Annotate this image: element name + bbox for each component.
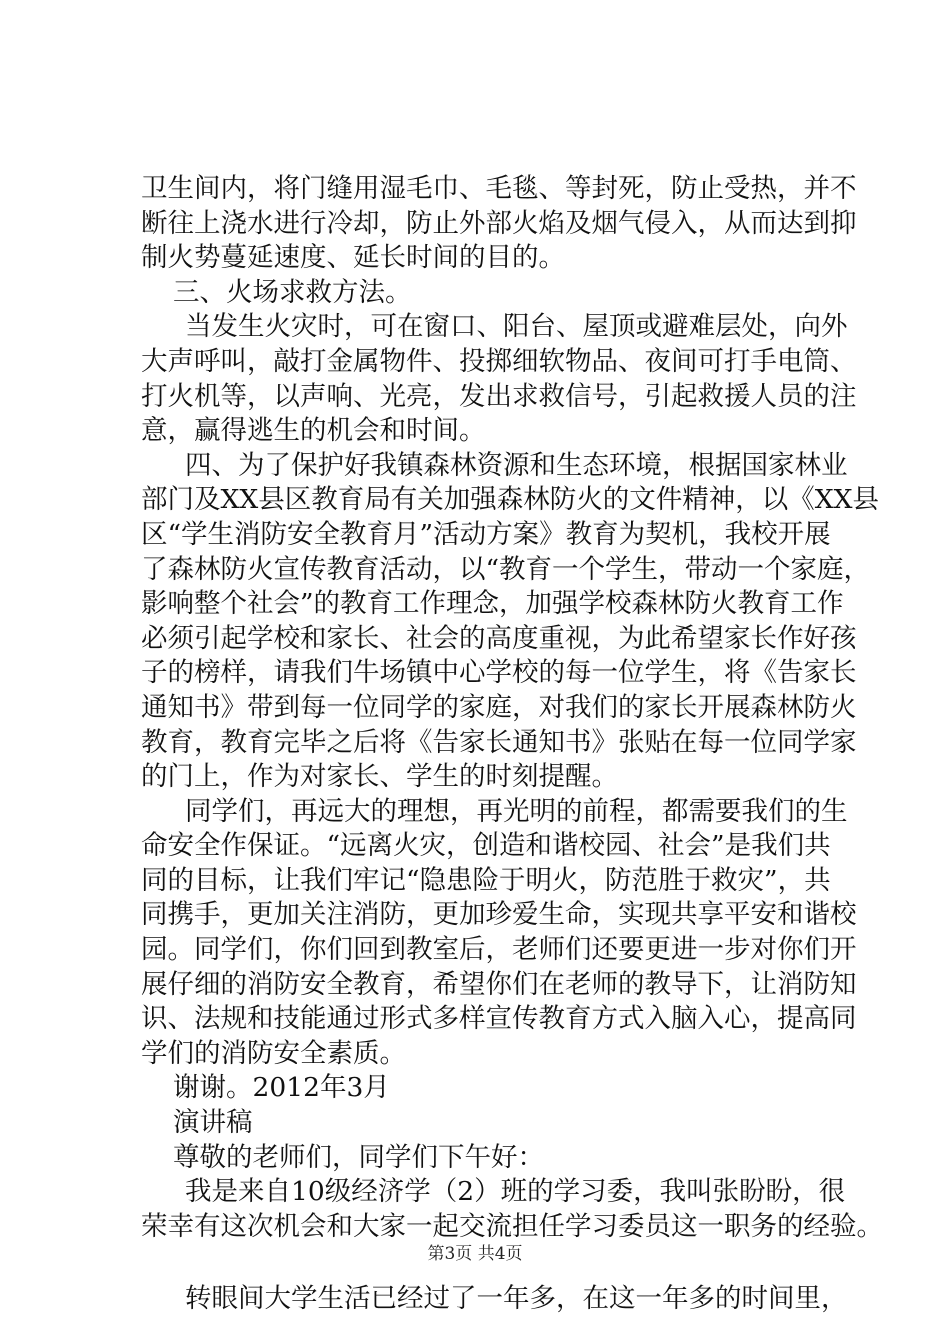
body-text <box>141 172 883 1317</box>
text-line: 卫生间内，将门缝用湿毛巾、毛毯、等封死，防止受热，并不 <box>141 173 857 204</box>
text-line: 转眼间大学生活已经过了一年多，在这一年多的时间里， <box>185 1283 848 1315</box>
text-line: 学们的消防安全素质。 <box>141 1037 406 1069</box>
section-heading: 四、为了保护好我镇森林资源和生态环境，根据国家林业 <box>185 449 848 481</box>
text-line: 同携手，更加关注消防，更加珍爱生命，实现共享平安和谐校 <box>141 899 857 931</box>
text-line: 了森林防火宣传教育活动，以“教育一个学生，带动一个家庭， <box>141 553 871 585</box>
text-line: 同的目标，让我们牢记“隐患险于明火，防范胜于救灾”，共 <box>141 864 831 896</box>
text-line: 必须引起学校和家长、社会的高度重视，为此希望家长作好孩 <box>141 622 857 654</box>
text-line: 影响整个社会”的教育工作理念，加强学校森林防火教育工作 <box>141 588 844 620</box>
text-line: 意，赢得逃生的机会和时间。 <box>141 415 486 447</box>
text-line: 园。同学们，你们回到教室后，老师们还要更进一步对你们开 <box>141 934 857 966</box>
text-line: 制火势蔓延速度、延长时间的目的。 <box>141 242 565 274</box>
text-line: 打火机等，以声响、光亮，发出求救信号，引起救援人员的注 <box>141 380 857 412</box>
text-line: 同学们，再远大的理想，再光明的前程，都需要我们的生 <box>185 795 848 827</box>
text-line: 当发生火灾时，可在窗口、阳台、屋顶或避难层处，向外 <box>185 311 848 343</box>
text-line: 识、法规和技能通过形式多样宣传教育方式入脑入心，提高同 <box>141 1003 857 1035</box>
text-line: 区“学生消防安全教育月”活动方案》教育为契机，我校开展 <box>141 518 831 550</box>
text-line: 荣幸有这次机会和大家一起交流担任学习委员这一职务的经验。 <box>141 1210 883 1242</box>
text-line: 我是来自10级经济学（2）班的学习委，我叫张盼盼，很 <box>185 1176 846 1208</box>
speech-title: 演讲稿 <box>173 1107 253 1139</box>
text-line: 通知书》带到每一位同学的家庭，对我们的家长开展森林防火 <box>141 691 857 723</box>
text-line: 子的榜样，请我们牛场镇中心学校的每一位学生，将《告家长 <box>141 657 857 689</box>
text-line: 教育，教育完毕之后将《告家长通知书》张贴在每一位同学家 <box>141 726 857 758</box>
text-line: 大声呼叫，敲打金属物件、投掷细软物品、夜间可打手电筒、 <box>141 345 857 377</box>
text-line: 展仔细的消防安全教育，希望你们在老师的教导下，让消防知 <box>141 968 857 1000</box>
text-line: 断往上浇水进行冷却，防止外部火焰及烟气侵入，从而达到抑 <box>141 207 857 239</box>
section-heading: 三、火场求救方法。 <box>173 276 412 308</box>
text-line: 部门及XX县区教育局有关加强森林防火的文件精神，以《XX县 <box>141 484 879 516</box>
greeting-line: 尊敬的老师们，同学们下午好： <box>173 1141 544 1173</box>
closing-line: 谢谢。2012年3月 <box>173 1072 390 1104</box>
text-line: 的门上，作为对家长、学生的时刻提醒。 <box>141 761 618 793</box>
page-footer: 第3页 共4页 <box>427 1244 523 1264</box>
text-line: 命安全作保证。“远离火灾，创造和谐校园、社会”是我们共 <box>141 830 831 862</box>
